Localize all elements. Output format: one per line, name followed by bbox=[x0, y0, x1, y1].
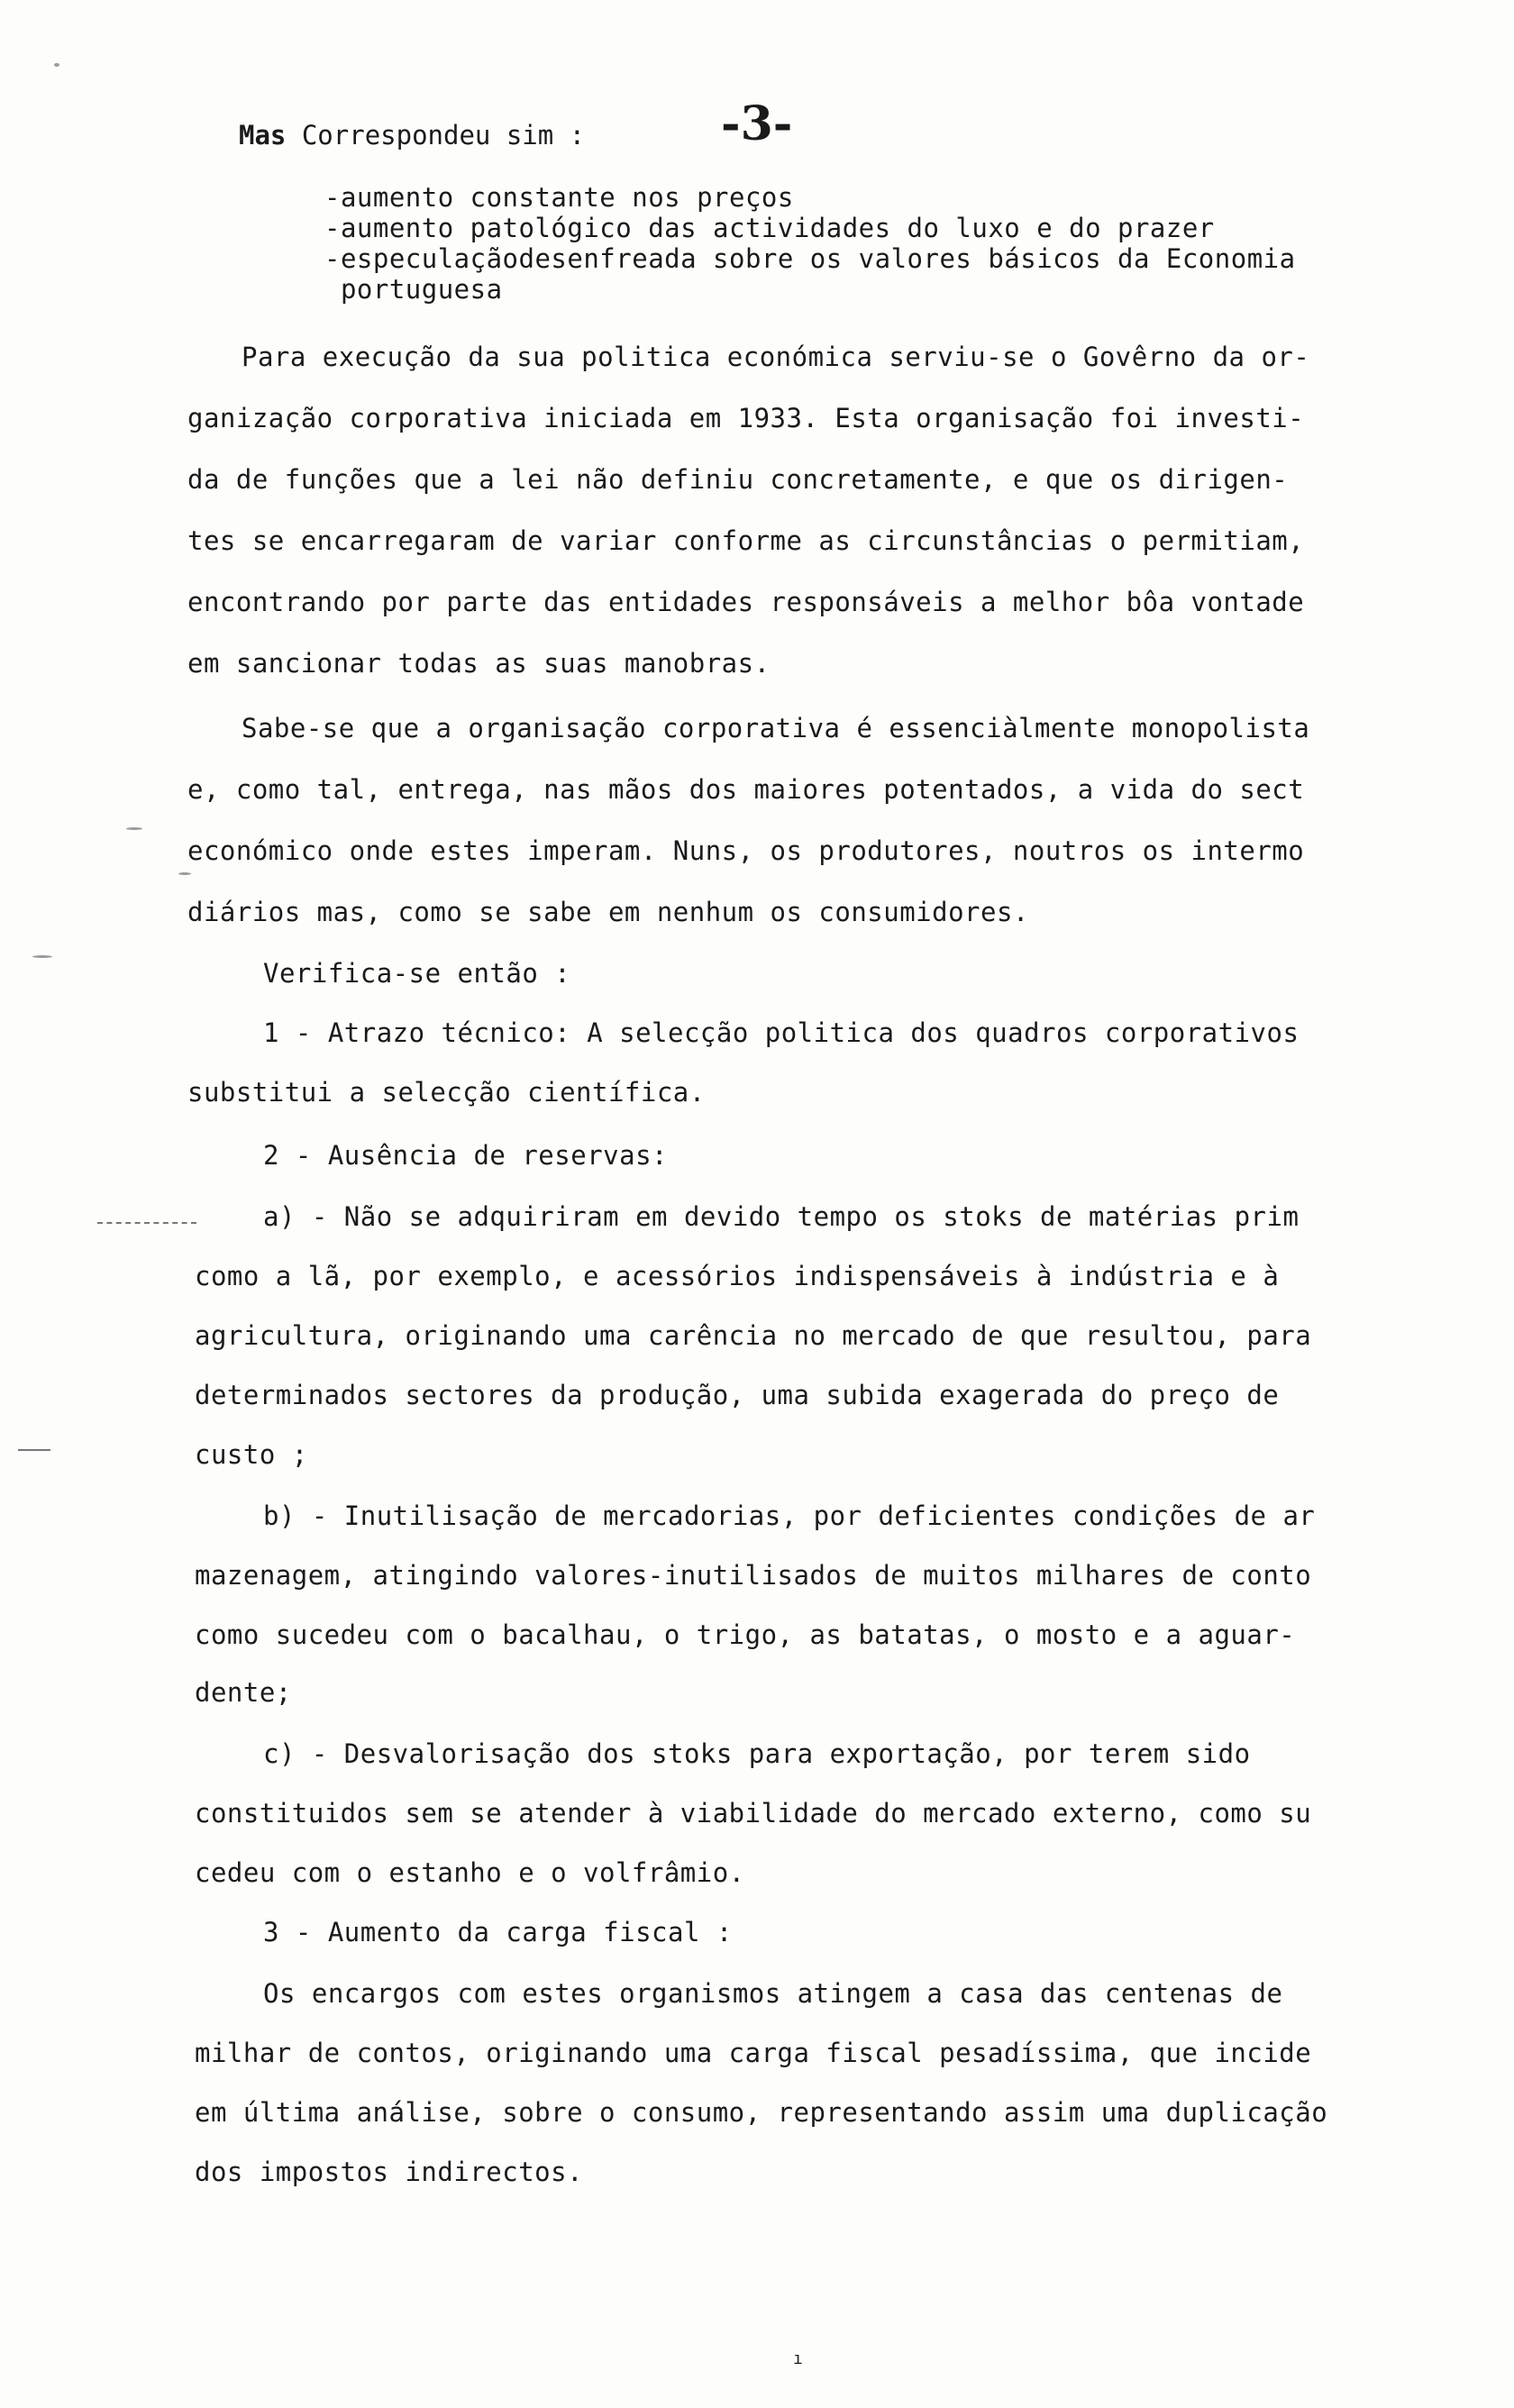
paragraph-line: Os encargos com estes organismos atingem a casa das centenas de bbox=[263, 1978, 1283, 2009]
paragraph-line: e, como tal, entrega, nas mãos dos maiores potentados, a vida do sect bbox=[187, 774, 1305, 805]
subitem-line: como sucedeu com o bacalhau, o trigo, as batatas, o mosto e a aguar- bbox=[195, 1619, 1296, 1650]
scan-speck bbox=[126, 827, 142, 830]
scan-speck bbox=[54, 63, 59, 67]
page-number: -3- bbox=[721, 96, 793, 151]
paragraph-line: Verifica-se então : bbox=[263, 958, 571, 989]
numbered-item-heading: 2 - Ausência de reservas: bbox=[263, 1140, 668, 1171]
paragraph-line: diários mas, como se sabe em nenhum os consumidores. bbox=[187, 897, 1029, 927]
subitem-line: constituidos sem se atender à viabilidade do mercado externo, como su bbox=[195, 1798, 1312, 1829]
paragraph-line: em sancionar todas as suas manobras. bbox=[187, 648, 771, 679]
paragraph-line: Para execução da sua politica económica serviu-se o Govêrno da or- bbox=[242, 342, 1310, 372]
heading-rest: Correspondeu sim : bbox=[286, 120, 586, 150]
scan-margin-mark bbox=[97, 1222, 196, 1224]
list-item: -aumento constante nos preços bbox=[324, 182, 794, 213]
paragraph-line: ganização corporativa iniciada em 1933. Esta organisação foi investi- bbox=[187, 403, 1305, 433]
numbered-item-line: 1 - Atrazo técnico: A selecção politica dos quadros corporativos bbox=[263, 1017, 1300, 1048]
list-item: -especulaçãodesenfreada sobre os valores básicos da Economia bbox=[324, 243, 1296, 274]
scan-speck bbox=[178, 872, 191, 875]
scan-margin-mark bbox=[18, 1449, 50, 1451]
subitem-line: custo ; bbox=[195, 1439, 308, 1470]
numbered-item-heading: 3 - Aumento da carga fiscal : bbox=[263, 1917, 733, 1947]
paragraph-line: encontrando por parte das entidades responsáveis a melhor bôa vontade bbox=[187, 587, 1305, 617]
subitem-line: determinados sectores da produção, uma subida exagerada do preço de bbox=[195, 1380, 1280, 1410]
subitem-line: cedeu com o estanho e o volfrâmio. bbox=[195, 1857, 745, 1888]
scan-speck bbox=[32, 955, 52, 958]
subitem-line: dente; bbox=[195, 1677, 292, 1708]
numbered-item-line: substitui a selecção científica. bbox=[187, 1077, 706, 1108]
heading-prefix: Mas bbox=[239, 120, 287, 150]
section-heading bbox=[239, 117, 585, 153]
subitem-line: agricultura, originando uma carência no mercado de que resultou, para bbox=[195, 1320, 1312, 1351]
subitem-line: a) - Não se adquiriram em devido tempo os stoks de matérias prim bbox=[263, 1201, 1300, 1232]
list-item: -aumento patológico das actividades do luxo e do prazer bbox=[324, 213, 1215, 243]
subitem-line: c) - Desvalorisação dos stoks para exportação, por terem sido bbox=[263, 1738, 1251, 1769]
paragraph-line: em última análise, sobre o consumo, representando assim uma duplicação bbox=[195, 2097, 1328, 2128]
paragraph-line: tes se encarregaram de variar conforme as circunstâncias o permitiam, bbox=[187, 525, 1305, 556]
paragraph-line: milhar de contos, originando uma carga fiscal pesadíssima, que incide bbox=[195, 2038, 1312, 2068]
paragraph-line: dos impostos indirectos. bbox=[195, 2157, 584, 2187]
footer-mark: ı bbox=[793, 2349, 803, 2368]
subitem-line: mazenagem, atingindo valores-inutilisados de muitos milhares de conto bbox=[195, 1560, 1312, 1591]
paragraph-line: da de funções que a lei não definiu concretamente, e que os dirigen- bbox=[187, 464, 1289, 495]
paragraph-line: Sabe-se que a organisação corporativa é essenciàlmente monopolista bbox=[242, 713, 1310, 743]
paragraph-line: económico onde estes imperam. Nuns, os produtores, noutros os intermo bbox=[187, 835, 1305, 866]
subitem-line: como a lã, por exemplo, e acessórios indispensáveis à indústria e à bbox=[195, 1261, 1280, 1291]
subitem-line: b) - Inutilisação de mercadorias, por deficientes condições de ar bbox=[263, 1500, 1316, 1531]
list-item: portuguesa bbox=[324, 274, 503, 305]
